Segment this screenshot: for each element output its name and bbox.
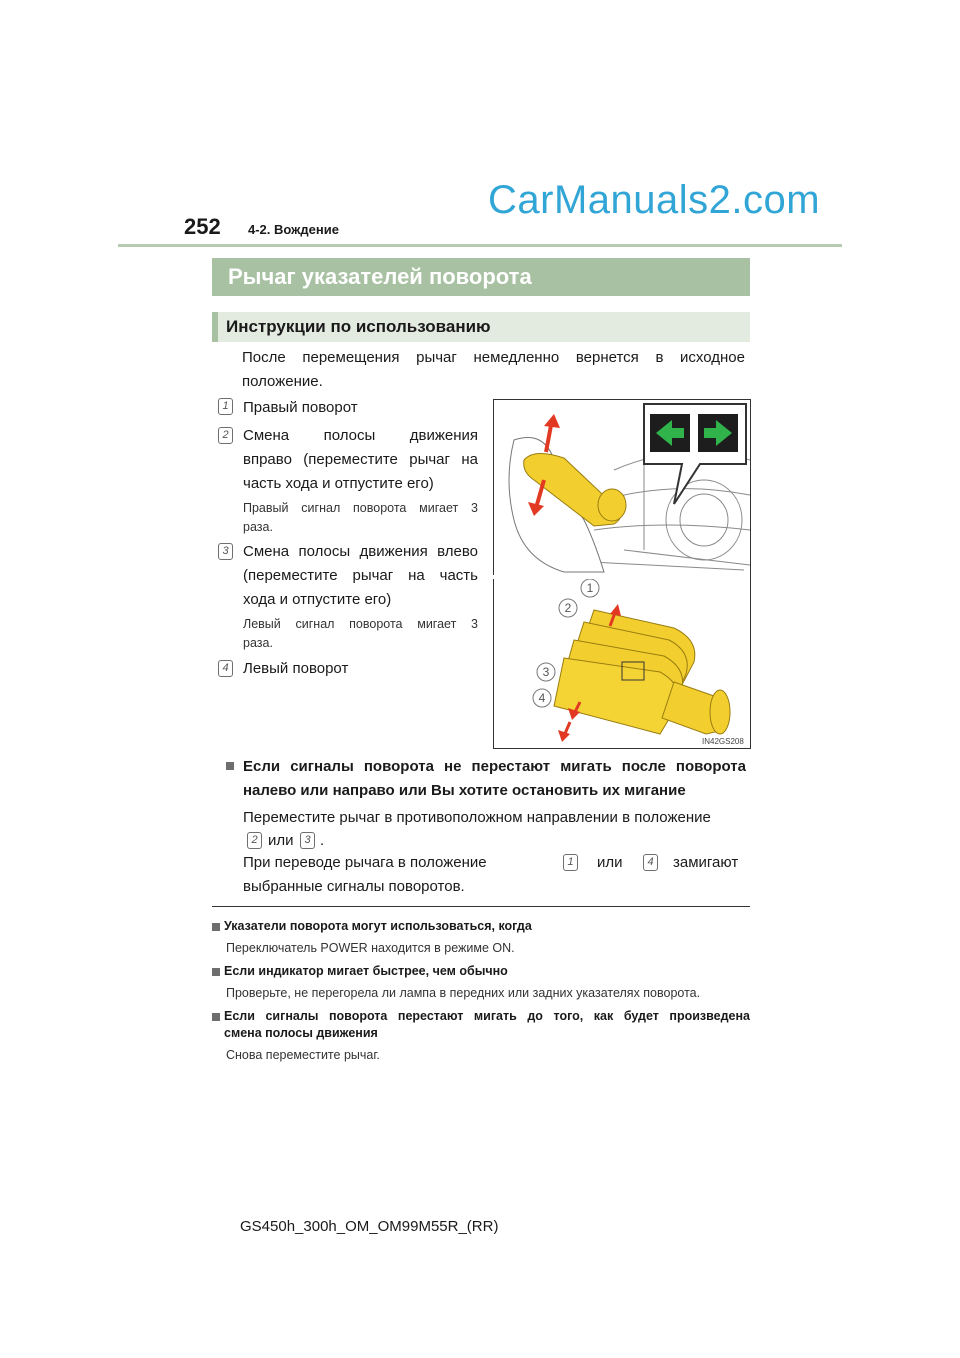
- figure-callout-2: 2: [564, 601, 572, 615]
- note-3-text: Снова переместите рычаг.: [226, 1048, 380, 1062]
- turn-signal-figure: [493, 399, 751, 749]
- warning-line-1: Переместите рычаг в противоположном направлении в положение: [243, 809, 711, 826]
- item-3-line-2: (переместите рычаг на часть: [243, 567, 478, 584]
- watermark: CarManuals2.com: [488, 178, 821, 222]
- section-header: 4-2. Вождение: [248, 222, 339, 237]
- subtitle: Инструкции по использованию: [226, 317, 491, 336]
- note-bullet-3: [212, 1013, 220, 1021]
- note-1-heading: Указатели поворота могут использоваться, когда: [224, 919, 532, 933]
- lever-tip: [710, 690, 730, 734]
- note-bullet-2: [212, 968, 220, 976]
- item-2-line-2: вправо (переместите рычаг на: [243, 451, 478, 468]
- item-2-line-1: Смена полосы движения: [243, 427, 478, 444]
- item-badge-2: 2: [218, 427, 233, 444]
- item-2-line-3: часть хода и отпустите его): [243, 475, 434, 492]
- figure-illustration: [494, 400, 750, 748]
- note-bullet-1: [212, 923, 220, 931]
- item-3-line-1: Смена полосы движения влево: [243, 543, 478, 560]
- note-3-heading-1: Если сигналы поворота перестают мигать до того, как будет произведена: [224, 1009, 750, 1023]
- warning-or-1: или: [268, 832, 294, 849]
- item-3-note-2: раза.: [243, 636, 273, 650]
- footer-doc-id: GS450h_300h_OM_OM99M55R_(RR): [240, 1218, 499, 1235]
- item-3-note-1: Левый сигнал поворота мигает 3: [243, 617, 478, 631]
- note-3-heading-2: смена полосы движения: [224, 1026, 378, 1040]
- figure-callout-3: 3: [542, 665, 550, 679]
- intro-line-2: положение.: [242, 373, 323, 390]
- warning-or-2: или: [597, 854, 623, 871]
- warning-badge-1: 1: [563, 854, 578, 871]
- item-2-note-1: Правый сигнал поворота мигает 3: [243, 501, 478, 515]
- warning-line-3-end: замигают: [673, 854, 739, 871]
- header-rule: [118, 244, 842, 247]
- page-number: 252: [184, 214, 221, 239]
- note-1-text: Переключатель POWER находится в режиме ON.: [226, 941, 515, 955]
- warning-badge-2: 2: [247, 832, 262, 849]
- warning-badge-3: 3: [300, 832, 315, 849]
- warning-line-2-end: .: [320, 832, 325, 849]
- warning-badge-4: 4: [643, 854, 658, 871]
- item-3-line-3: хода и отпустите его): [243, 591, 392, 608]
- item-badge-1: 1: [218, 398, 233, 415]
- page-title: Рычаг указателей поворота: [228, 264, 532, 289]
- warning-line-3-start: При переводе рычага в положение: [243, 854, 487, 871]
- warning-bullet: [226, 762, 234, 770]
- notes-divider: [212, 906, 750, 907]
- figure-code: IN42GS208: [702, 737, 744, 746]
- note-2-text: Проверьте, не перегорела ли лампа в передних или задних указателях поворота.: [226, 986, 701, 1000]
- figure-callout-4: 4: [538, 691, 546, 705]
- item-2-note-2: раза.: [243, 520, 273, 534]
- warning-line-4: выбранные сигналы поворотов.: [243, 878, 465, 895]
- figure-callout-1: 1: [586, 581, 594, 595]
- intro-line-1: После перемещения рычаг немедленно вернется в исходное: [242, 349, 745, 366]
- warning-heading-2: налево или направо или Вы хотите остановить их мигание: [243, 782, 686, 799]
- item-1-text: Правый поворот: [243, 399, 358, 416]
- figure-divider: [493, 575, 749, 579]
- warning-heading-1: Если сигналы поворота не перестают мигать после поворота: [243, 758, 746, 775]
- item-4-text: Левый поворот: [243, 660, 349, 677]
- lever-end: [598, 489, 626, 521]
- item-badge-4: 4: [218, 660, 233, 677]
- note-2-heading: Если индикатор мигает быстрее, чем обычно: [224, 964, 508, 978]
- item-badge-3: 3: [218, 543, 233, 560]
